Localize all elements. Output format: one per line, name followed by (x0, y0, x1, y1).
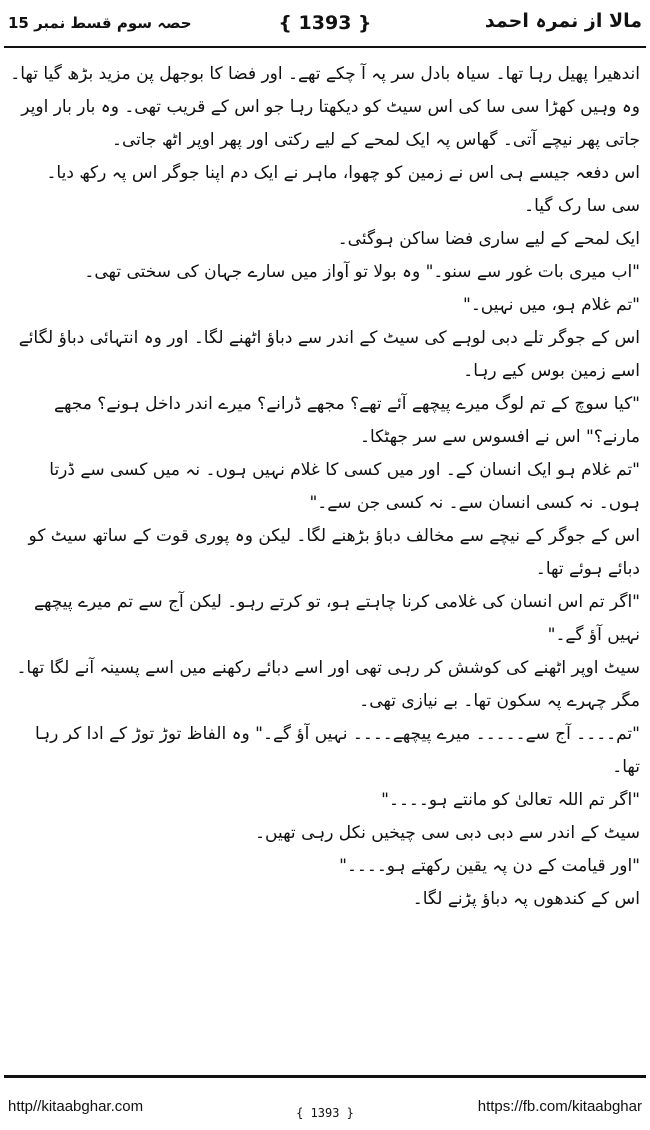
header-page-number: { 1393 } (278, 12, 372, 34)
paragraph: اس کے جوگر کے نیچے سے مخالف دباؤ بڑھنے لگا۔ لیکن وہ پوری قوت کے ساتھ سیٹ کو دبائے ہوئے تھا۔ (28, 526, 640, 579)
section-episode-label: حصہ سوم قسط نمبر 15 (8, 14, 192, 32)
paragraph: "اگر تم اس انسان کی غلامی کرنا چاہتے ہو، تو کرتے رہو۔ لیکن آج سے تم میرے پیچھے نہیں آؤ گے۔" (34, 592, 640, 645)
paragraph: سیٹ اوپر اٹھنے کی کوشش کر رہی تھی اور اسے دبائے رکھنے میں اسے پسینہ آنے لگا تھا۔ مگر چہرے پہ سکون تھا۔ بے نیازی تھی۔ (16, 658, 640, 711)
footer-divider (4, 1075, 646, 1078)
paragraph: اس کے جوگر تلے دبی لوہے کی سیٹ کے اندر سے دباؤ اٹھنے لگا۔ اور وہ انتہائی دباؤ لگائے اسے زمین بوس کیے رہا۔ (18, 328, 640, 381)
paragraph: سیٹ کے اندر سے دبی دبی سی چیخیں نکل رہی تھیں۔ (255, 823, 640, 843)
book-title-author: مالا از نمرہ احمد (484, 10, 642, 32)
paragraph: "تم غلام ہو، میں نہیں۔" (463, 295, 640, 315)
page-header (0, 0, 650, 46)
paragraph: "تم غلام ہو ایک انسان کے۔ اور میں کسی کا غلام نہیں ہوں۔ نہ میں کسی سے ڈرتا ہوں۔ نہ کسی انسان سے۔ نہ کسی جن سے۔" (49, 460, 640, 513)
paragraph: وہ وہیں کھڑا سی سا کی اس سیٹ کو دیکھتا رہا جو اس کے قریب تھی۔ وہ بار بار اوپر جاتی پھر نیچے آتی۔ گھاس پہ ایک لمحے کے لیے رکتی اور پھر اوپر اٹھ جاتی۔ (21, 97, 640, 150)
facebook-link[interactable]: https://fb.com/kitaabghar (477, 1098, 642, 1115)
paragraph: ایک لمحے کے لیے ساری فضا ساکن ہوگئی۔ (337, 229, 640, 249)
paragraph: "تم۔۔۔۔ آج سے۔۔۔۔۔ میرے پیچھے۔۔۔۔ نہیں آؤ گے۔" وہ الفاظ توڑ توڑ کے ادا کر رہا تھا۔ (35, 724, 640, 777)
header-divider (4, 46, 646, 48)
footer-page-number: { 1393 } (296, 1106, 354, 1120)
paragraph: "اب میری بات غور سے سنو۔" وہ بولا تو آواز میں سارے جہان کی سختی تھی۔ (84, 262, 640, 282)
website-link[interactable]: http//kitaabghar.com (8, 1098, 144, 1115)
paragraph: "کیا سوچ کے تم لوگ میرے پیچھے آئے تھے؟ مجھے ڈرانے؟ میرے اندر داخل ہونے؟ مجھے مارنے؟" اس نے افسوس سے سر جھٹکا۔ (53, 394, 640, 447)
paragraph: اس کے کندھوں پہ دباؤ پڑنے لگا۔ (412, 889, 640, 909)
paragraph: "اگر تم اللہ تعالیٰ کو مانتے ہو۔۔۔۔" (381, 790, 640, 810)
paragraph: اندھیرا پھیل رہا تھا۔ سیاہ بادل سر پہ آ چکے تھے۔ اور فضا کا بوجھل پن مزید بڑھ گیا تھا۔ (10, 64, 640, 84)
paragraph: "اور قیامت کے دن پہ یقین رکھتے ہو۔۔۔۔" (339, 856, 640, 876)
paragraph: اس دفعہ جیسے ہی اس نے زمین کو چھوا، ماہر نے ایک دم اپنا جوگر اس پہ رکھ دیا۔ (46, 163, 640, 183)
paragraph: سی سا رک گیا۔ (524, 196, 640, 216)
story-body (8, 58, 640, 1068)
